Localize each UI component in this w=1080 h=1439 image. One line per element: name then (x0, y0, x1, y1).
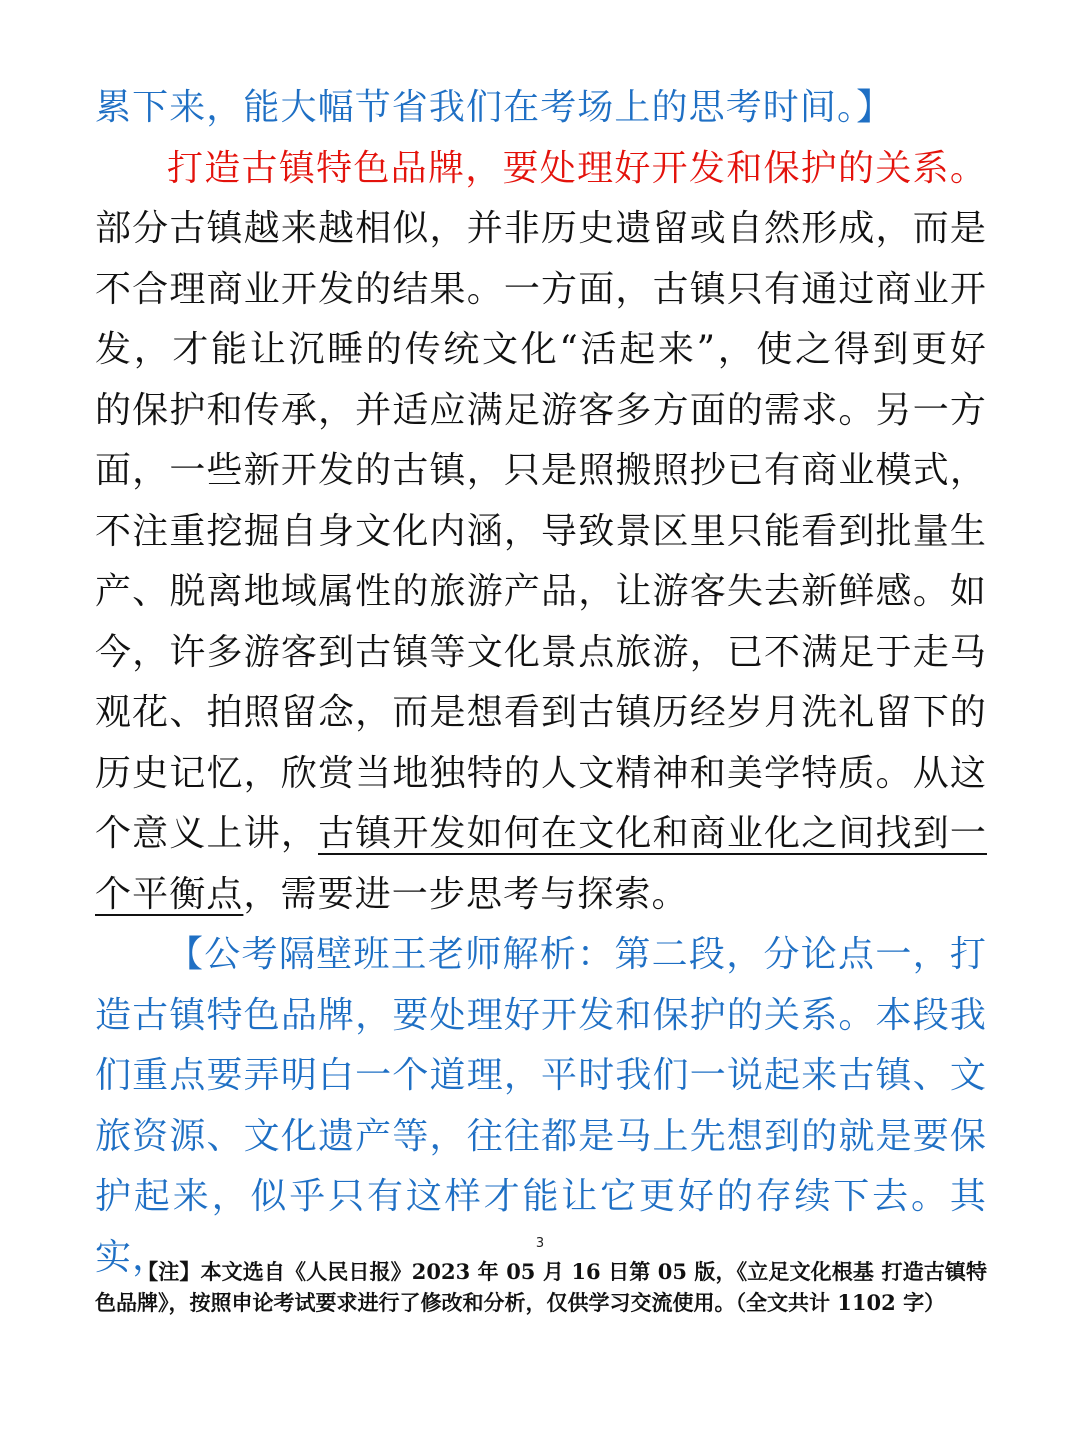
page-number: 3 (535, 1236, 545, 1251)
underlined-key-sentence: 古镇开发如何在文化和商业化之间找到一个平衡点 (95, 813, 987, 915)
sub-argument-heading: 打造古镇特色品牌，要处理好开发和保护的关系。 (167, 147, 987, 189)
teacher-analysis: 【公考隔壁班王老师解析：第二段，分论点一，打造古镇特色品牌，要处理好开发和保护的关系。本段我们重点要弄明白一个道理，平时我们一说起来古镇、文旅资源、文化遗产等，往往都是马上先想到的就是要保护起来，似乎只有这样才能让它更好的存续下去。其实， (95, 934, 987, 1278)
source-note-text: 【注】本文选自《人民日报》2023 年 05 月 16 日第 05 版，《立足文化根基 打造古镇特色品牌》，按照申论考试要求进行了修改和分析，仅供学习交流使用。（全文共计 1102 字） (95, 1259, 987, 1315)
paragraph-body-text-end: ，需要进一步思考与探索。 (243, 873, 689, 915)
paragraph-body-text: 部分古镇越来越相似，并非历史遗留或自然形成，而是不合理商业开发的结果。一方面，古镇只有通过商业开发，才能让沉睡的传统文化“活起来”，使之得到更好的保护和传承，并适应满足游客多方面的需求。另一方面，一些新开发的古镇，只是照搬照抄已有商业模式，不注重挖掘自身文化内涵，导致景区里只能看到批量生产、脱离地域属性的旅游产品，让游客失去新鲜感。如今，许多游客到古镇等文化景点旅游，已不满足于走马观花、拍照留念，而是想看到古镇历经岁月洗礼留下的历史记忆，欣赏当地独特的人文精神和美学特质。从这个意义上讲， (95, 208, 987, 854)
article-body (95, 78, 987, 1288)
article-paragraph (95, 139, 987, 926)
source-note (95, 1256, 987, 1318)
analysis-continuation: 累下来，能大幅节省我们在考场上的思考时间。】 (95, 87, 894, 128)
